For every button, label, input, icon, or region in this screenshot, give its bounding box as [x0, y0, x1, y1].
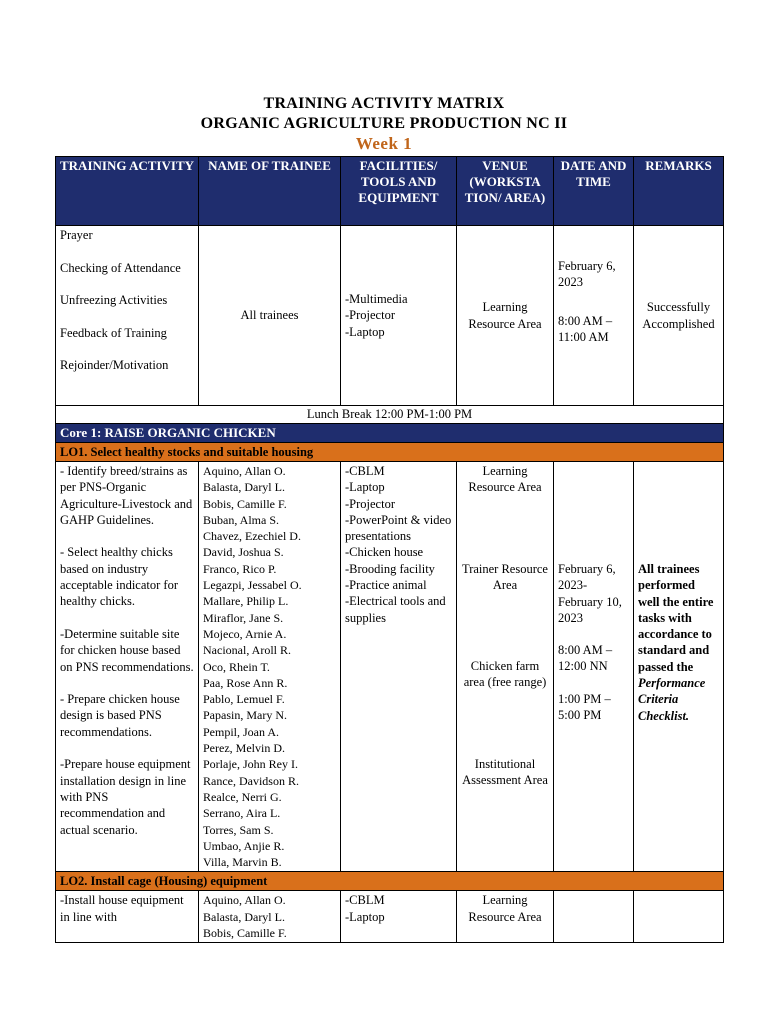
lo2-title: LO2. Install cage (Housing) equipment [56, 872, 724, 891]
remarks-cell: Successfully Accomplished [634, 226, 724, 406]
document-title: TRAINING ACTIVITY MATRIX [263, 95, 505, 112]
venue-text: Chicken farm area (free range) [463, 659, 547, 690]
activity-matrix-table [55, 156, 724, 943]
activity-cell: Prayer Checking of Attendance Unfreezing Activities Feedback of Training Rejoinder/Motivation [56, 226, 199, 406]
date-time-cell [554, 226, 634, 406]
table-row [56, 891, 724, 943]
venue-text: Learning Resource Area [468, 464, 542, 495]
venue-text: Trainer Resource Area [462, 561, 548, 592]
venue-cell: Learning Resource Area [457, 226, 554, 406]
venue-cell [457, 462, 554, 872]
activity-cell: -Install house equipment in line with [56, 891, 199, 943]
qualification-title: ORGANIC AGRICULTURE PRODUCTION NC II [200, 115, 568, 132]
column-header: DATE AND TIME [554, 157, 634, 226]
date-time-cell [554, 891, 634, 943]
remarks-text: All trainees performed well the entire tasks with accordance to standard and passed the [638, 562, 714, 674]
lo2-row [56, 872, 724, 891]
date-text: February 6, 2023- February 10, 2023 [558, 562, 622, 625]
column-header: VENUE (WORKSTA TION/ AREA) [457, 157, 554, 226]
facilities-cell: -CBLM -Laptop [341, 891, 457, 943]
trainee-list-cell: Aquino, Allan O. Balasta, Daryl L. Bobis, Camille F. [199, 891, 341, 943]
date-time-cell [554, 462, 634, 872]
column-header: FACILITIES/ TOOLS AND EQUIPMENT [341, 157, 457, 226]
document-header [0, 94, 768, 153]
table-header-row [56, 157, 724, 226]
lo1-row [56, 443, 724, 462]
trainee-list-cell: Aquino, Allan O. Balasta, Daryl L. Bobis, Camille F. Buban, Alma S. Chavez, Ezechiel D. David, Joshua S. Franco, Rico P. Legazpi, Jessabel O. Mallare, Philip L. Miraflor, Jane S. Mojeco, Arnie A. Nacional, Aroll R. Oco, Rhein T. Paa, Rose Ann R. Pablo, Lemuel F. Papasin, Mary N. Pempil, Joan A. Perez, Melvin D. Porlaje, John Rey I. Rance, Davidson R. Realce, Nerri G. Serrano, Aira L. Torres, Sam S. Umbao, Anjie R. Villa, Marvin B. [199, 462, 341, 872]
lunch-break-row [56, 406, 724, 424]
activity-cell: - Identify breed/strains as per PNS-Organic Agriculture-Livestock and GAHP Guidelines. - Select healthy chicks based on industry acceptable indicator for healthy chicks. -Determine suitable site for chicken house based on PNS recommendations. - Prepare chicken house design is based PNS recommendations. -Prepare house equipment installation design in line with PNS recommendation and actual scenario. [56, 462, 199, 872]
week-label: Week 1 [355, 134, 413, 153]
time-text: 8:00 AM – 11:00 AM [558, 313, 613, 344]
date-text: February 6, 2023 [558, 259, 616, 290]
venue-cell: Learning Resource Area [457, 891, 554, 943]
column-header: REMARKS [634, 157, 724, 226]
time-text: 8:00 AM – 12:00 NN [558, 643, 613, 674]
column-header: TRAINING ACTIVITY [56, 157, 199, 226]
lo1-title: LO1. Select healthy stocks and suitable housing [56, 443, 724, 462]
lunch-break-text: Lunch Break 12:00 PM-1:00 PM [56, 406, 724, 424]
time-text: 1:00 PM – 5:00 PM [558, 691, 611, 723]
remarks-italic-text: Performance Criteria Checklist. [638, 676, 706, 723]
core-row [56, 424, 724, 443]
facilities-cell: -CBLM -Laptop -Projector -PowerPoint & video presentations -Chicken house -Brooding facility -Practice animal -Electrical tools and supplies [341, 462, 457, 872]
remarks-cell [634, 462, 724, 872]
trainee-cell: All trainees [199, 226, 341, 406]
venue-text: Institutional Assessment Area [462, 756, 548, 788]
table-row [56, 226, 724, 406]
facilities-cell: -Multimedia -Projector -Laptop [341, 226, 457, 406]
table-row [56, 462, 724, 872]
remarks-cell [634, 891, 724, 943]
column-header: NAME OF TRAINEE [199, 157, 341, 226]
core-title: Core 1: RAISE ORGANIC CHICKEN [56, 424, 724, 443]
